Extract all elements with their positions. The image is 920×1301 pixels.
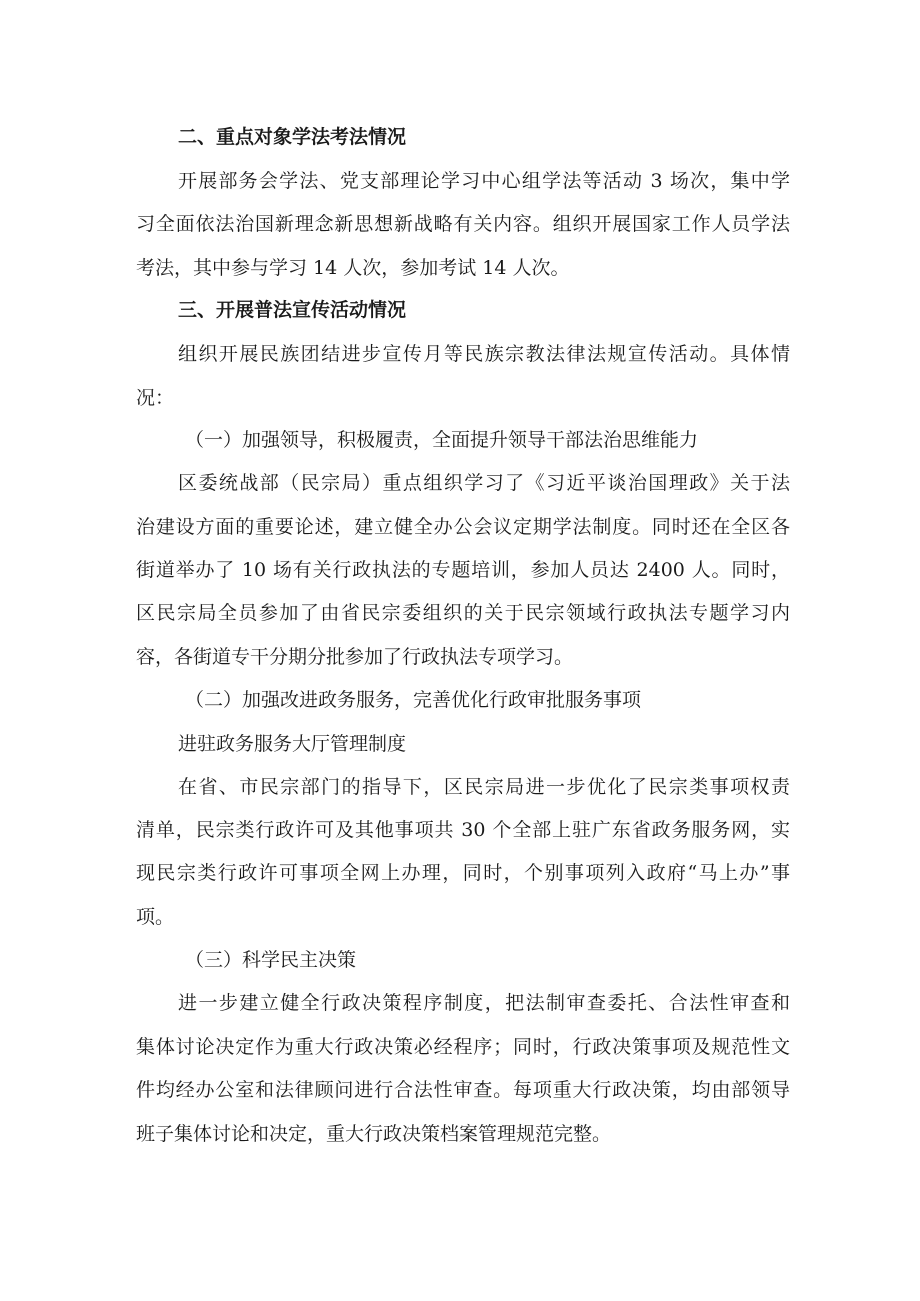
paragraph-line: 区委统战部（民宗局）重点组织学习了《习近平谈治国理政》关于法 [178,472,790,494]
paragraph-line: 区民宗局全员参加了由省民宗委组织的关于民宗领域行政执法专题学习内 [136,602,790,624]
paragraph-line: 班子集体讨论和决定，重大行政决策档案管理规范完整。 [136,1123,612,1145]
subsection-heading-1: （一）加强领导，积极履责，全面提升领导干部法治思维能力 [185,429,699,451]
paragraph-line: 在省、市民宗部门的指导下，区民宗局进一步优化了民宗类事项权责 [178,776,790,798]
paragraph-line: 习全面依法治国新理念新思想新战略有关内容。组织开展国家工作人员学法 [136,213,790,235]
section-heading-2: 二、重点对象学法考法情况 [178,126,407,148]
paragraph-line: 开展部务会学法、党支部理论学习中心组学法等活动 3 场次，集中学 [178,170,790,192]
paragraph-line: 治建设方面的重要论述，建立健全办公会议定期学法制度。同时还在全区各 [136,516,790,538]
paragraph-line: 况： [136,387,175,409]
paragraph-line: 考法，其中参与学习 14 人次，参加考试 14 人次。 [136,257,570,279]
paragraph-line: 清单，民宗类行政许可及其他事项共 30 个全部上驻广东省政务服务网，实 [136,819,790,841]
paragraph-line: 集体讨论决定作为重大行政决策必经程序；同时，行政决策事项及规范性文 [136,1036,790,1058]
paragraph-line: 组织开展民族团结进步宣传月等民族宗教法律法规宣传活动。具体情 [178,343,790,365]
section-heading-3: 三、开展普法宣传活动情况 [178,299,407,321]
paragraph-line: 项。 [136,906,175,928]
paragraph-line: 容，各街道专干分期分批参加了行政执法专项学习。 [136,646,574,668]
paragraph-line: 进一步建立健全行政决策程序制度，把法制审查委托、合法性审查和 [178,992,790,1014]
item-title: 进驻政务服务大厅管理制度 [178,733,407,755]
paragraph-line: 现民宗类行政许可事项全网上办理，同时，个别事项列入政府“马上办”事 [136,862,790,884]
paragraph-line: 件均经办公室和法律顾问进行合法性审查。每项重大行政决策，均由部领导 [136,1079,790,1101]
paragraph-line: 街道举办了 10 场有关行政执法的专题培训，参加人员达 2400 人。同时， [136,559,790,581]
subsection-heading-3: （三）科学民主决策 [185,949,357,971]
subsection-heading-2: （二）加强改进政务服务，完善优化行政审批服务事项 [185,689,642,711]
